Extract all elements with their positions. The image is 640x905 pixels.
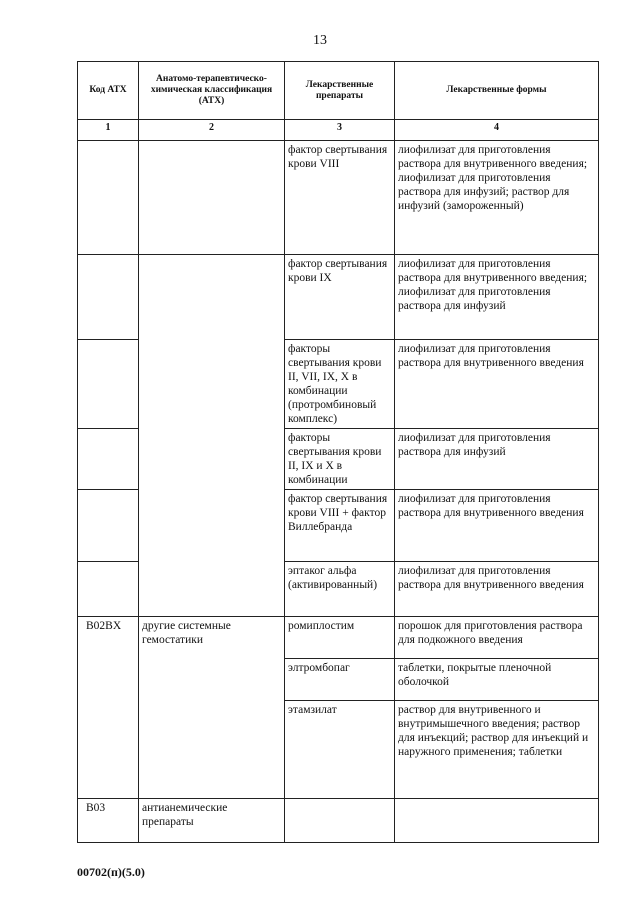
classification-cell [139, 141, 285, 255]
code-cell [78, 141, 139, 255]
forms-cell: лиофилизат для приготовления раствора для внутривенного введения [395, 562, 599, 617]
code-cell [78, 340, 139, 429]
atc-table [77, 61, 599, 843]
forms-cell: лиофилизат для приготовления раствора для внутривенного введения; лиофилизат для приготовления раствора для инфузий [395, 255, 599, 340]
header-classification: Анатомо-терапевтическо-химическая классификация (АТХ) [139, 62, 285, 120]
code-cell: B03 [78, 799, 139, 843]
forms-cell: раствор для внутривенного и внутримышечного введения; раствор для инъекций; раствор для инъекций и наружного применения; таблетки [395, 701, 599, 799]
col-number: 4 [395, 120, 599, 141]
header-row [78, 62, 599, 120]
classification-cell [139, 255, 285, 617]
forms-cell: лиофилизат для приготовления раствора для инфузий [395, 429, 599, 490]
table-row [78, 255, 599, 340]
drug-cell: факторы свертывания крови II, IX и X в комбинации [285, 429, 395, 490]
header-forms: Лекарственные формы [395, 62, 599, 120]
col-number: 2 [139, 120, 285, 141]
table-row [78, 141, 599, 255]
forms-cell: лиофилизат для приготовления раствора для внутривенного введения [395, 340, 599, 429]
page-number: 13 [313, 33, 327, 48]
forms-cell: лиофилизат для приготовления раствора для внутривенного введения; лиофилизат для приготовления раствора для инфузий; раствор для инфузий (замороженный) [395, 141, 599, 255]
drug-cell: элтромбопаг [285, 659, 395, 701]
code-cell [78, 255, 139, 340]
forms-cell: таблетки, покрытые пленочной оболочкой [395, 659, 599, 701]
forms-cell: лиофилизат для приготовления раствора для внутривенного введения [395, 490, 599, 562]
code-cell: B02BX [78, 617, 139, 799]
drug-cell: фактор свертывания крови IX [285, 255, 395, 340]
classification-cell: другие системные гемостатики [139, 617, 285, 799]
column-number-row [78, 120, 599, 141]
code-cell [78, 490, 139, 562]
col-number: 3 [285, 120, 395, 141]
drug-cell: этамзилат [285, 701, 395, 799]
document-code: 00702(п)(5.0) [77, 865, 145, 879]
col-number: 1 [78, 120, 139, 141]
code-cell [78, 562, 139, 617]
table-row [78, 799, 599, 843]
drug-cell: факторы свертывания крови II, VII, IX, X в комбинации (протромбиновый комплекс) [285, 340, 395, 429]
drug-cell: ромиплостим [285, 617, 395, 659]
drug-cell: фактор свертывания крови VIII + фактор Виллебранда [285, 490, 395, 562]
drug-cell: фактор свертывания крови VIII [285, 141, 395, 255]
forms-cell [395, 799, 599, 843]
header-drugs: Лекарственные препараты [285, 62, 395, 120]
forms-cell: порошок для приготовления раствора для подкожного введения [395, 617, 599, 659]
drug-cell: эптаког альфа (активированный) [285, 562, 395, 617]
table-row [78, 617, 599, 659]
drug-cell [285, 799, 395, 843]
code-cell [78, 429, 139, 490]
classification-cell: антианемические препараты [139, 799, 285, 843]
header-code: Код АТХ [78, 62, 139, 120]
